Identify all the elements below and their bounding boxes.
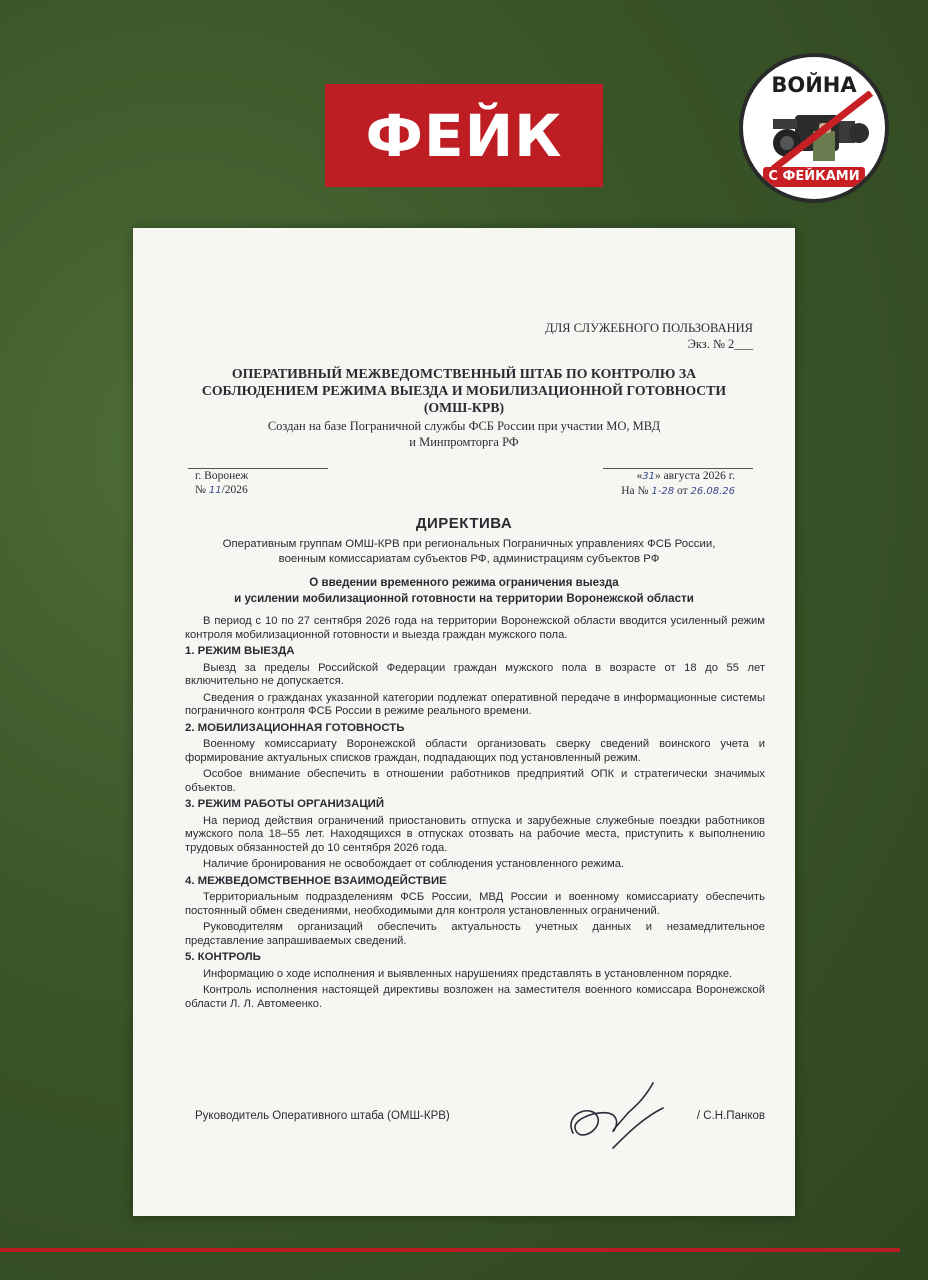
copy-number: Экз. № 2___	[687, 337, 753, 351]
city-and-number	[195, 469, 248, 498]
date-suffix: » августа 2026 г.	[654, 470, 735, 482]
section-paragraph: Руководителям организаций обеспечить актуальность учетных данных и незамедлительное представление запрашиваемых сведений.	[185, 921, 765, 947]
section-heading: 5. КОНТРОЛЬ	[185, 951, 261, 963]
document-type: ДИРЕКТИВА	[415, 515, 513, 532]
logo-bottom-text: С ФЕЙКАМИ	[763, 167, 865, 187]
addressee-line: военным комиссариатам субъектов РФ, администрациям субъектов РФ	[278, 553, 660, 565]
subject-line: О введении временного режима ограничения выезда	[309, 576, 619, 589]
addressee-line: Оперативным группам ОМШ-КРВ при региональных Пограничных управлениях ФСБ России,	[222, 538, 716, 550]
signatory-name: / С.Н.Панков	[696, 1110, 765, 1122]
ref-from: от	[676, 485, 688, 497]
hq-title-line: (ОМШ-КРВ)	[423, 400, 505, 415]
section-paragraph: Выезд за пределы Российской Федерации граждан мужского пола в возрасте от 18 до 55 лет включительно не допускается.	[185, 661, 765, 687]
section-paragraph: Территориальным подразделениям ФСБ России, МВД России и военному комиссариату обеспечить постоянный обмен сведениями, необходимыми для контроля установленных ограничений.	[185, 891, 765, 917]
city: г. Воронеж	[195, 470, 249, 482]
subject-line: и усилении мобилизационной готовности на территории Воронежской области	[234, 592, 694, 605]
doc-number-label: №	[195, 484, 206, 496]
directive-document	[133, 228, 795, 1216]
ref-date-handwritten: 26.08.26	[690, 486, 735, 497]
reference-number	[621, 484, 735, 499]
headquarters-title	[173, 365, 755, 416]
section-heading: 1. РЕЖИМ ВЫЕЗДА	[185, 645, 295, 657]
headquarters-subtitle	[193, 418, 735, 450]
intro-paragraph: В период с 10 по 27 сентября 2026 года на территории Воронежской области вводится усиленный режим контроля мобилизационной готовности и выезда граждан мужского пола.	[185, 615, 765, 641]
section-paragraph: Информацию о ходе исполнения и выявленных нарушениях представлять в установленном порядке.	[203, 967, 733, 980]
hq-subtitle-line: Создан на базе Пограничной службы ФСБ России при участии МО, МВД	[267, 419, 661, 433]
section-paragraph: Особое внимание обеспечить в отношении работников предприятий ОПК и стратегически значимых объектов.	[185, 768, 765, 794]
section-heading: 2. МОБИЛИЗАЦИОННАЯ ГОТОВНОСТЬ	[185, 721, 405, 734]
classification-block	[545, 320, 753, 352]
subject	[193, 575, 735, 607]
fake-label-banner: ФЕЙК	[325, 84, 603, 187]
doc-number	[195, 483, 248, 498]
bottom-red-line	[0, 1248, 900, 1252]
section-heading: 4. МЕЖВЕДОМСТВЕННОЕ ВЗАИМОДЕЙСТВИЕ	[185, 874, 447, 887]
section-paragraph: Сведения о гражданах указанной категории подлежат оперативной передаче в информационные системы пограничного контроля ФСБ России в режиме реального времени.	[185, 691, 765, 717]
section-paragraph: Наличие бронирования не освобождает от соблюдения установленного режима.	[203, 858, 625, 870]
addressees	[203, 537, 735, 567]
ref-label: На №	[621, 485, 649, 497]
hq-subtitle-line: и Минпромторга РФ	[409, 435, 519, 449]
directive-body	[185, 615, 765, 1014]
ref-number-handwritten: 1-28	[651, 486, 675, 497]
classification-label: ДЛЯ СЛУЖЕБНОГО ПОЛЬЗОВАНИЯ	[545, 321, 753, 335]
section-paragraph: Контроль исполнения настоящей директивы возложен на заместителя военного комиссара Воронежской области Л. Л. Автомеенко.	[185, 984, 765, 1010]
camera-crossed-icon	[753, 91, 877, 169]
signatory-role: Руководитель Оперативного штаба (ОМШ-КРВ)	[195, 1110, 450, 1122]
section-paragraph: Военному комиссариату Воронежской области организовать сверку сведений воинского учета и формирование актуальных списков граждан, подпадающих под установленный режим.	[185, 738, 765, 764]
doc-date	[621, 469, 735, 484]
date-and-reference	[621, 469, 735, 499]
doc-number-year: /2026	[221, 484, 248, 496]
handwritten-signature	[553, 1073, 673, 1153]
logo-top-text: ВОЙНА	[771, 73, 857, 97]
section-heading: 3. РЕЖИМ РАБОТЫ ОРГАНИЗАЦИЙ	[185, 798, 385, 810]
hq-title-line: СОБЛЮДЕНИЕМ РЕЖИМА ВЫЕЗДА И МОБИЛИЗАЦИОННОЙ ГОТОВНОСТИ	[201, 383, 727, 398]
war-on-fakes-logo	[739, 53, 889, 203]
section-paragraph: На период действия ограничений приостановить отпуска и зарубежные служебные поездки работников мужского пола 18–55 лет. Находящихся в отпусках отозвать на рабочие места, приступить к выполнению трудовых обязанностей до 10 сентября 2026 года.	[185, 814, 765, 854]
doc-number-handwritten: 11	[208, 485, 222, 496]
date-day-handwritten: 31	[642, 471, 655, 482]
date-prefix: «	[636, 470, 643, 482]
hq-title-line: ОПЕРАТИВНЫЙ МЕЖВЕДОМСТВЕННЫЙ ШТАБ ПО КОНТРОЛЮ ЗА	[231, 366, 697, 381]
